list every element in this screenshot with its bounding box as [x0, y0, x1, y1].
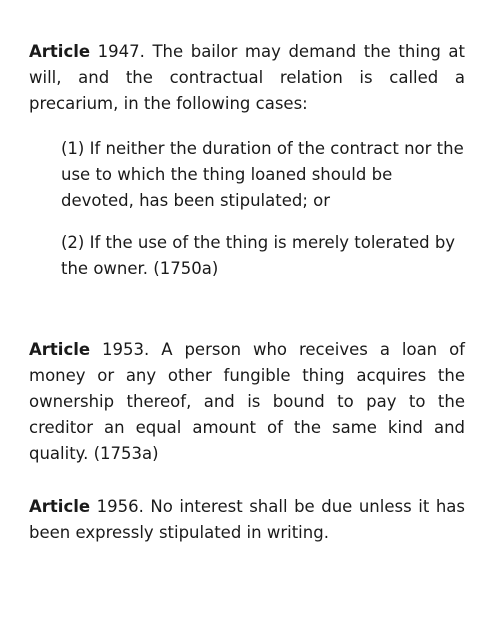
article-1947 — [29, 39, 465, 117]
article-1953 — [29, 337, 465, 467]
article-label: Article — [29, 497, 91, 516]
article-text: 1953. A person who receives a loan of money or any other fungible thing acquires the ownership thereof, and is bound to pay to the creditor an equal amount of the same kind and quality. (1753a) — [29, 340, 465, 463]
article-1947-clause-2: (2) If the use of the thing is merely tolerated by the owner. (1750a) — [61, 233, 456, 278]
article-1947-clause-1: (1) If neither the duration of the contract nor the use to which the thing loaned should be devoted, has been stipulated; or — [61, 139, 464, 210]
article-1956 — [29, 494, 465, 546]
article-label: Article — [29, 42, 91, 61]
article-label: Article — [29, 340, 91, 359]
article-text: 1947. The bailor may demand the thing at will, and the contractual relation is called a precarium, in the following cases: — [29, 42, 465, 113]
article-text: 1956. No interest shall be due unless it has been expressly stipulated in writing. — [29, 497, 465, 542]
